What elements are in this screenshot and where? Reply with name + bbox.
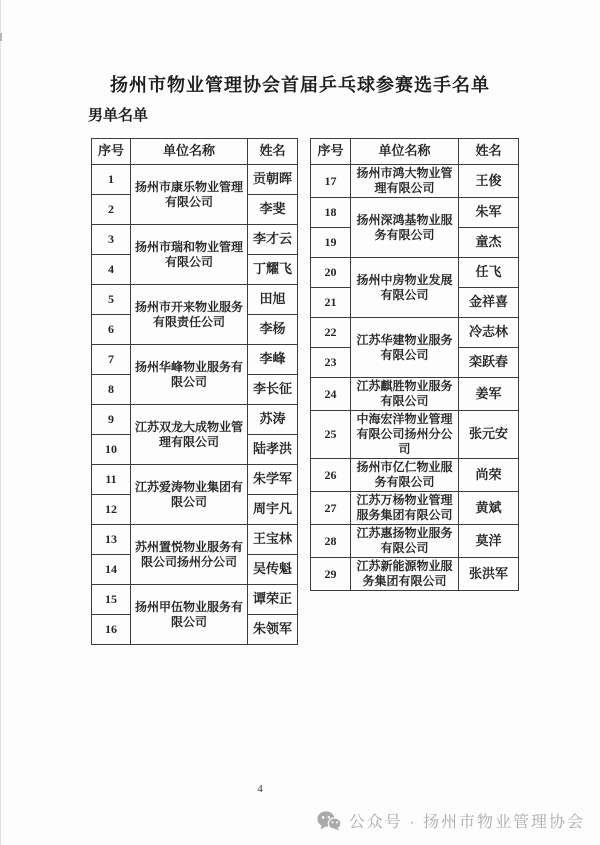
- cell-unit: 扬州华峰物业服务有限公司: [131, 345, 248, 405]
- cell-unit: 扬州市亿仁物业服务有限公司: [351, 459, 459, 492]
- cell-unit: 中海宏洋物业管理有限公司扬州分公司: [351, 411, 459, 459]
- header-name: 姓名: [459, 139, 519, 165]
- cell-unit: 江苏麒胜物业服务有限公司: [351, 378, 459, 411]
- cell-unit: 扬州深鸿基物业服务有限公司: [351, 198, 459, 258]
- footer-label: 公众号 · 扬州市物业管理协会: [348, 814, 585, 831]
- cell-no: 3: [92, 225, 131, 255]
- header-name: 姓名: [248, 139, 298, 165]
- cell-no: 14: [92, 555, 131, 585]
- cell-no: 13: [92, 525, 131, 555]
- cell-no: 12: [92, 495, 131, 525]
- cell-unit: 江苏双龙大成物业管理有限公司: [131, 405, 248, 465]
- cell-name: 张元安: [459, 411, 519, 459]
- cell-name: 谭荣正: [248, 585, 298, 615]
- page-number: 4: [257, 783, 263, 795]
- cell-name: 冷志林: [459, 318, 519, 348]
- cell-no: 28: [311, 525, 351, 558]
- cell-name: 金祥喜: [459, 288, 519, 318]
- cell-no: 27: [311, 492, 351, 525]
- cell-name: 吴传魁: [248, 555, 298, 585]
- table-row: [311, 198, 519, 228]
- cell-unit: 扬州甲伍物业服务有限公司: [131, 585, 248, 645]
- cell-name: 童杰: [459, 228, 519, 258]
- cell-name: 李长征: [248, 375, 298, 405]
- cell-no: 16: [92, 615, 131, 645]
- cell-unit: 江苏惠扬物业服务有限公司: [351, 525, 459, 558]
- cell-no: 24: [311, 378, 351, 411]
- cell-no: 21: [311, 288, 351, 318]
- cell-name: 黄斌: [459, 492, 519, 525]
- cell-no: 15: [92, 585, 131, 615]
- cell-name: 任飞: [459, 258, 519, 288]
- table-row: [92, 585, 298, 615]
- cell-unit: 苏州置悦物业服务有限公司扬州分公司: [131, 525, 248, 585]
- cell-no: 10: [92, 435, 131, 465]
- table-header-row: [92, 139, 298, 165]
- cell-name: 王俊: [459, 165, 519, 198]
- roster-table-left: [91, 138, 298, 645]
- table-header-row: [311, 139, 519, 165]
- cell-no: 23: [311, 348, 351, 378]
- cell-unit: 江苏爱涛物业集团有限公司: [131, 465, 248, 525]
- watermark-footer: [317, 809, 585, 832]
- cell-name: 朱学军: [248, 465, 298, 495]
- cell-name: 朱军: [459, 198, 519, 228]
- cell-no: 6: [92, 315, 131, 345]
- cell-name: 周宇凡: [248, 495, 298, 525]
- cell-name: 李才云: [248, 225, 298, 255]
- cell-unit: 扬州市开来物业服务有限责任公司: [131, 285, 248, 345]
- cell-unit: 扬州市瑞和物业管理有限公司: [131, 225, 248, 285]
- cell-name: 李杨: [248, 315, 298, 345]
- scan-edge-line: [0, 0, 1, 845]
- cell-name: 张洪军: [459, 558, 519, 591]
- cell-name: 丁耀飞: [248, 255, 298, 285]
- roster-table-right: [310, 138, 519, 591]
- cell-unit: 江苏万杨物业管理服务集团有限公司: [351, 492, 459, 525]
- cell-no: 29: [311, 558, 351, 591]
- table-row: [311, 378, 519, 411]
- cell-no: 17: [311, 165, 351, 198]
- cell-no: 11: [92, 465, 131, 495]
- cell-name: 姜军: [459, 378, 519, 411]
- cell-no: 2: [92, 195, 131, 225]
- cell-unit: 扬州市康乐物业管理有限公司: [131, 165, 248, 225]
- table-row: [311, 165, 519, 198]
- cell-no: 20: [311, 258, 351, 288]
- table-row: [92, 345, 298, 375]
- cell-no: 5: [92, 285, 131, 315]
- cell-name: 栾跃春: [459, 348, 519, 378]
- cell-no: 22: [311, 318, 351, 348]
- cell-no: 7: [92, 345, 131, 375]
- cell-no: 19: [311, 228, 351, 258]
- table-row: [92, 165, 298, 195]
- cell-name: 莫洋: [459, 525, 519, 558]
- wechat-icon: [317, 811, 341, 831]
- table-row: [311, 525, 519, 558]
- table-row: [92, 405, 298, 435]
- cell-unit: 江苏华建物业服务有限公司: [351, 318, 459, 378]
- cell-no: 18: [311, 198, 351, 228]
- table-row: [311, 411, 519, 459]
- header-index: 序号: [311, 139, 351, 165]
- cell-name: 李峰: [248, 345, 298, 375]
- table-row: [92, 285, 298, 315]
- table-row: [92, 525, 298, 555]
- table-row: [311, 459, 519, 492]
- header-index: 序号: [92, 139, 131, 165]
- header-unit: 单位名称: [351, 139, 459, 165]
- table-row: [311, 558, 519, 591]
- cell-name: 陆孝洪: [248, 435, 298, 465]
- cell-name: 苏涛: [248, 405, 298, 435]
- cell-name: 贡朝晖: [248, 165, 298, 195]
- cell-unit: 江苏新能源物业服务集团有限公司: [351, 558, 459, 591]
- table-row: [311, 492, 519, 525]
- cell-name: 李斐: [248, 195, 298, 225]
- cell-name: 田旭: [248, 285, 298, 315]
- cell-no: 8: [92, 375, 131, 405]
- table-row: [311, 258, 519, 288]
- cell-no: 4: [92, 255, 131, 285]
- cell-name: 王宝林: [248, 525, 298, 555]
- cell-name: 尚荣: [459, 459, 519, 492]
- table-row: [92, 465, 298, 495]
- cell-unit: 扬州中房物业发展有限公司: [351, 258, 459, 318]
- page-title: 扬州市物业管理协会首届乒乓球参赛选手名单: [110, 75, 490, 95]
- cell-no: 26: [311, 459, 351, 492]
- table-row: [92, 225, 298, 255]
- cell-no: 9: [92, 405, 131, 435]
- cell-name: 朱领军: [248, 615, 298, 645]
- cell-no: 1: [92, 165, 131, 195]
- cell-unit: 扬州市鸿大物业管理有限公司: [351, 165, 459, 198]
- table-row: [311, 318, 519, 348]
- scan-edge-mark: [0, 33, 2, 41]
- section-heading: 男单名单: [88, 108, 149, 124]
- cell-no: 25: [311, 411, 351, 459]
- header-unit: 单位名称: [131, 139, 248, 165]
